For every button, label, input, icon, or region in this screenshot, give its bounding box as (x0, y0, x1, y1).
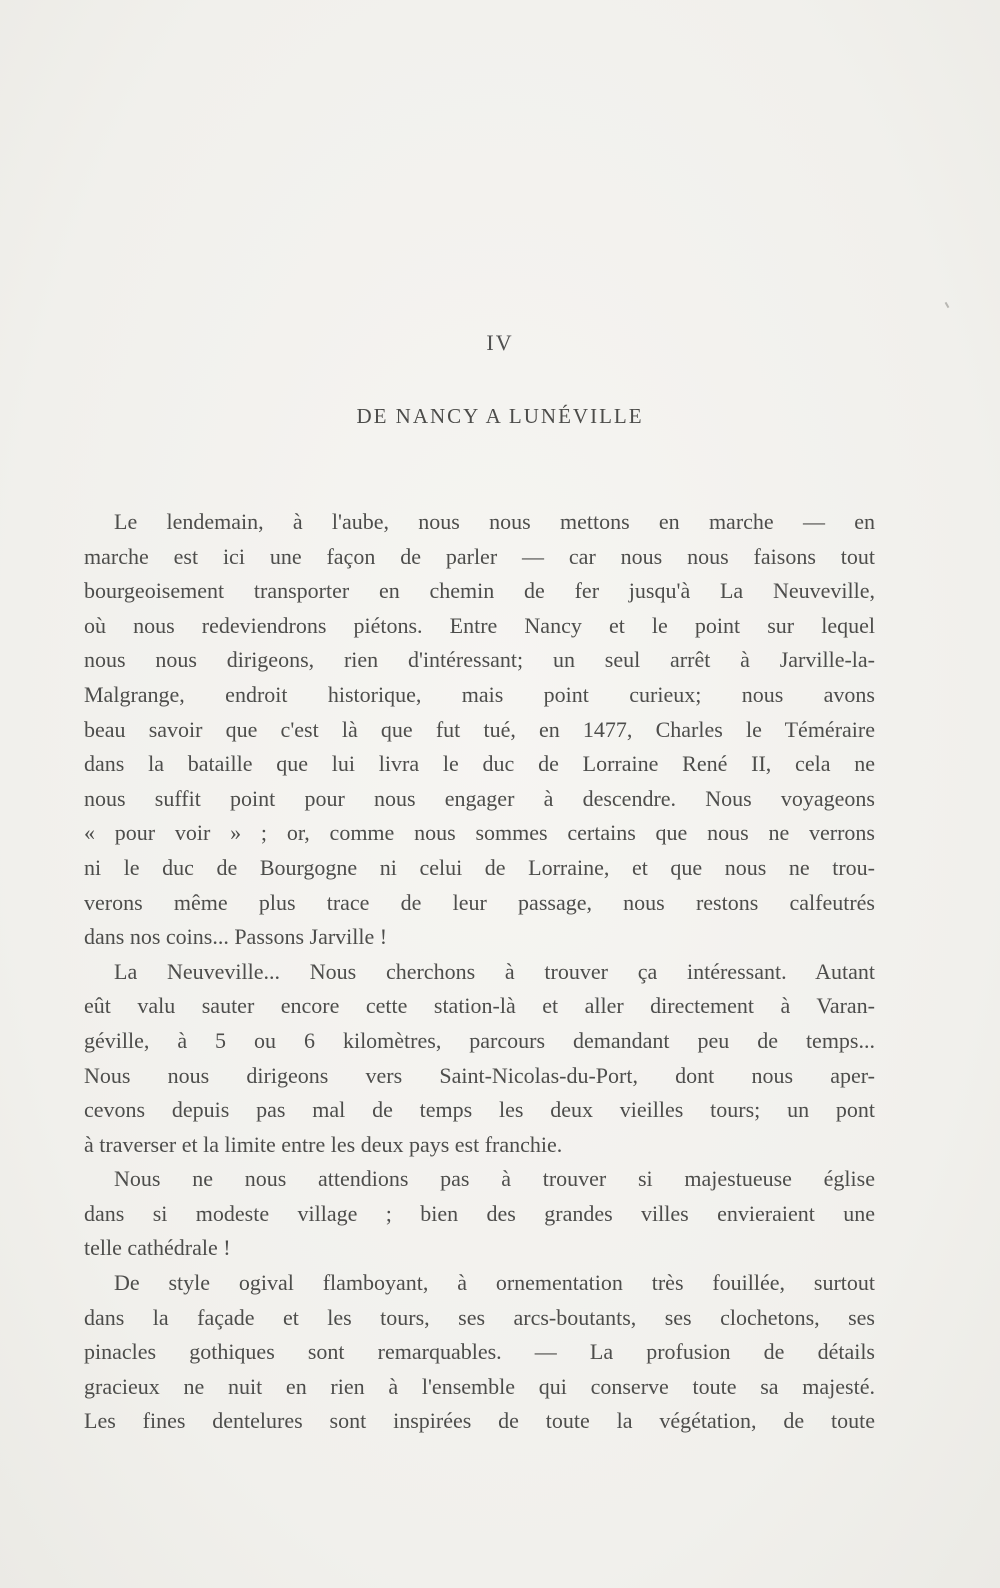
text-line: où nous redeviendrons piétons. Entre Nancy et le point sur lequel (84, 612, 875, 638)
text-line: « pour voir » ; or, comme nous sommes certains que nous ne verrons (84, 820, 875, 846)
text-line: Malgrange, endroit historique, mais point curieux; nous avons (84, 681, 875, 707)
text-line: Nous nous dirigeons vers Saint-Nicolas-du-Port, dont nous aper- (84, 1062, 875, 1088)
text-line: géville, à 5 ou 6 kilomètres, parcours demandant peu de temps... (84, 1027, 875, 1053)
text-line: bourgeoisement transporter en chemin de fer jusqu'à La Neuveville, (84, 578, 875, 604)
text-line: nous nous dirigeons, rien d'intéressant; un seul arrêt à Jarville-la- (84, 647, 875, 673)
paper-speck (945, 302, 950, 308)
text-line: ni le duc de Bourgogne ni celui de Lorraine, et que nous ne trou- (84, 854, 875, 880)
text-line: Les fines dentelures sont inspirées de toute la végétation, de toute (84, 1408, 875, 1434)
text-line: verons même plus trace de leur passage, nous restons calfeutrés (84, 889, 875, 915)
text-line: dans nos coins... Passons Jarville ! (84, 924, 388, 950)
text-line: Nous ne nous attendions pas à trouver si majestueuse église (114, 1166, 875, 1192)
text-line: marche est ici une façon de parler — car nous nous faisons tout (84, 543, 875, 569)
text-line: à traverser et la limite entre les deux pays est franchie. (84, 1131, 563, 1157)
text-line: telle cathédrale ! (84, 1235, 231, 1261)
text-line: nous suffit point pour nous engager à descendre. Nous voyageons (84, 785, 875, 811)
text-line: dans la bataille que lui livra le duc de Lorraine René II, cela ne (84, 751, 875, 777)
chapter-body-text (84, 505, 875, 1439)
text-line: cevons depuis pas mal de temps les deux vieilles tours; un pont (84, 1097, 875, 1123)
text-line: De style ogival flamboyant, à ornementation très fouillée, surtout (114, 1270, 875, 1296)
text-line: La Neuveville... Nous cherchons à trouver ça intéressant. Autant (114, 958, 875, 984)
text-line: dans la façade et les tours, ses arcs-boutants, ses clochetons, ses (84, 1304, 875, 1330)
text-line: gracieux ne nuit en rien à l'ensemble qui conserve toute sa majesté. (84, 1373, 875, 1399)
text-line: dans si modeste village ; bien des grandes villes envieraient une (84, 1200, 875, 1226)
text-line: Le lendemain, à l'aube, nous nous mettons en marche — en (114, 509, 875, 534)
chapter-number: IV (486, 330, 514, 355)
text-line: eût valu sauter encore cette station-là et aller directement à Varan- (84, 993, 875, 1019)
text-line: pinacles gothiques sont remarquables. — La profusion de détails (84, 1339, 875, 1365)
text-line: beau savoir que c'est là que fut tué, en 1477, Charles le Téméraire (84, 716, 875, 742)
chapter-title: DE NANCY A LUNÉVILLE (356, 404, 644, 428)
